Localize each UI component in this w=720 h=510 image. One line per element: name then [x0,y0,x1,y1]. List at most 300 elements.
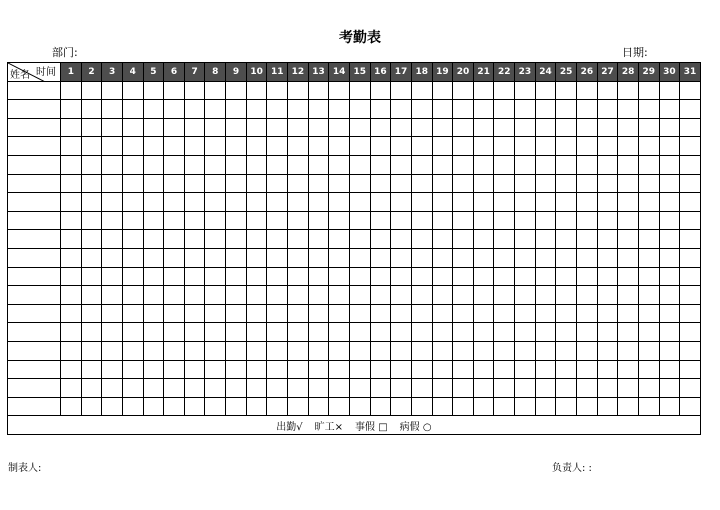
attendance-cell[interactable] [184,286,205,305]
attendance-cell[interactable] [680,267,701,286]
attendance-cell[interactable] [370,360,391,379]
attendance-cell[interactable] [184,267,205,286]
attendance-cell[interactable] [164,286,185,305]
attendance-cell[interactable] [411,193,432,212]
attendance-cell[interactable] [473,323,494,342]
attendance-cell[interactable] [432,360,453,379]
attendance-cell[interactable] [349,230,370,249]
attendance-cell[interactable] [556,174,577,193]
attendance-cell[interactable] [680,155,701,174]
attendance-cell[interactable] [143,379,164,398]
attendance-cell[interactable] [122,304,143,323]
attendance-cell[interactable] [515,323,536,342]
attendance-cell[interactable] [143,155,164,174]
attendance-cell[interactable] [432,81,453,100]
attendance-cell[interactable] [143,174,164,193]
attendance-cell[interactable] [143,304,164,323]
attendance-cell[interactable] [432,174,453,193]
attendance-cell[interactable] [515,230,536,249]
attendance-cell[interactable] [205,118,226,137]
attendance-cell[interactable] [494,379,515,398]
attendance-cell[interactable] [680,248,701,267]
attendance-cell[interactable] [577,211,598,230]
attendance-cell[interactable] [391,248,412,267]
attendance-cell[interactable] [246,118,267,137]
attendance-cell[interactable] [164,248,185,267]
attendance-cell[interactable] [494,100,515,119]
attendance-cell[interactable] [288,118,309,137]
attendance-cell[interactable] [453,397,474,416]
attendance-cell[interactable] [453,248,474,267]
attendance-cell[interactable] [288,341,309,360]
attendance-cell[interactable] [618,174,639,193]
name-cell[interactable] [8,248,61,267]
name-cell[interactable] [8,379,61,398]
attendance-cell[interactable] [370,304,391,323]
attendance-cell[interactable] [143,341,164,360]
attendance-cell[interactable] [659,193,680,212]
attendance-cell[interactable] [638,81,659,100]
attendance-cell[interactable] [164,379,185,398]
attendance-cell[interactable] [638,155,659,174]
attendance-cell[interactable] [81,267,102,286]
attendance-cell[interactable] [288,267,309,286]
attendance-cell[interactable] [205,211,226,230]
attendance-cell[interactable] [81,379,102,398]
attendance-cell[interactable] [411,155,432,174]
attendance-cell[interactable] [349,100,370,119]
attendance-cell[interactable] [597,193,618,212]
attendance-cell[interactable] [329,137,350,156]
attendance-cell[interactable] [267,81,288,100]
attendance-cell[interactable] [577,193,598,212]
attendance-cell[interactable] [680,341,701,360]
attendance-cell[interactable] [329,155,350,174]
attendance-cell[interactable] [618,304,639,323]
attendance-cell[interactable] [556,118,577,137]
attendance-cell[interactable] [184,397,205,416]
attendance-cell[interactable] [288,304,309,323]
attendance-cell[interactable] [535,323,556,342]
attendance-cell[interactable] [556,379,577,398]
attendance-cell[interactable] [473,286,494,305]
attendance-cell[interactable] [81,341,102,360]
attendance-cell[interactable] [618,248,639,267]
attendance-cell[interactable] [205,155,226,174]
attendance-cell[interactable] [680,230,701,249]
attendance-cell[interactable] [308,230,329,249]
attendance-cell[interactable] [164,304,185,323]
attendance-cell[interactable] [81,118,102,137]
attendance-cell[interactable] [494,118,515,137]
attendance-cell[interactable] [205,304,226,323]
attendance-cell[interactable] [370,193,391,212]
attendance-cell[interactable] [349,193,370,212]
attendance-cell[interactable] [226,174,247,193]
attendance-cell[interactable] [226,137,247,156]
attendance-cell[interactable] [246,211,267,230]
attendance-cell[interactable] [329,267,350,286]
attendance-cell[interactable] [391,174,412,193]
attendance-cell[interactable] [638,397,659,416]
attendance-cell[interactable] [61,230,82,249]
attendance-cell[interactable] [577,341,598,360]
attendance-cell[interactable] [143,397,164,416]
attendance-cell[interactable] [81,248,102,267]
attendance-cell[interactable] [143,248,164,267]
attendance-cell[interactable] [329,174,350,193]
name-cell[interactable] [8,81,61,100]
attendance-cell[interactable] [329,360,350,379]
attendance-cell[interactable] [638,137,659,156]
attendance-cell[interactable] [164,341,185,360]
attendance-cell[interactable] [81,360,102,379]
attendance-cell[interactable] [164,118,185,137]
attendance-cell[interactable] [102,137,123,156]
attendance-cell[interactable] [638,304,659,323]
attendance-cell[interactable] [494,397,515,416]
attendance-cell[interactable] [411,397,432,416]
attendance-cell[interactable] [349,81,370,100]
attendance-cell[interactable] [494,360,515,379]
attendance-cell[interactable] [226,193,247,212]
attendance-cell[interactable] [680,397,701,416]
attendance-cell[interactable] [329,304,350,323]
attendance-cell[interactable] [618,137,639,156]
attendance-cell[interactable] [597,323,618,342]
attendance-cell[interactable] [535,286,556,305]
attendance-cell[interactable] [535,118,556,137]
attendance-cell[interactable] [515,379,536,398]
attendance-cell[interactable] [638,360,659,379]
attendance-cell[interactable] [329,379,350,398]
attendance-cell[interactable] [680,81,701,100]
attendance-cell[interactable] [308,193,329,212]
attendance-cell[interactable] [391,267,412,286]
attendance-cell[interactable] [432,193,453,212]
attendance-cell[interactable] [267,397,288,416]
attendance-cell[interactable] [391,211,412,230]
attendance-cell[interactable] [267,100,288,119]
attendance-cell[interactable] [288,323,309,342]
attendance-cell[interactable] [618,341,639,360]
attendance-cell[interactable] [267,230,288,249]
attendance-cell[interactable] [308,211,329,230]
attendance-cell[interactable] [205,397,226,416]
attendance-cell[interactable] [246,267,267,286]
attendance-cell[interactable] [618,81,639,100]
attendance-cell[interactable] [61,155,82,174]
attendance-cell[interactable] [246,341,267,360]
attendance-cell[interactable] [226,341,247,360]
attendance-cell[interactable] [494,341,515,360]
attendance-cell[interactable] [411,286,432,305]
attendance-cell[interactable] [659,379,680,398]
attendance-cell[interactable] [597,379,618,398]
attendance-cell[interactable] [515,341,536,360]
attendance-cell[interactable] [391,118,412,137]
attendance-cell[interactable] [205,286,226,305]
name-cell[interactable] [8,211,61,230]
attendance-cell[interactable] [618,379,639,398]
attendance-cell[interactable] [288,397,309,416]
attendance-cell[interactable] [453,286,474,305]
attendance-cell[interactable] [349,286,370,305]
attendance-cell[interactable] [81,230,102,249]
attendance-cell[interactable] [556,137,577,156]
attendance-cell[interactable] [143,137,164,156]
attendance-cell[interactable] [288,155,309,174]
attendance-cell[interactable] [659,286,680,305]
attendance-cell[interactable] [184,100,205,119]
attendance-cell[interactable] [556,267,577,286]
attendance-cell[interactable] [205,360,226,379]
attendance-cell[interactable] [535,267,556,286]
attendance-cell[interactable] [432,397,453,416]
attendance-cell[interactable] [577,397,598,416]
attendance-cell[interactable] [535,155,556,174]
attendance-cell[interactable] [164,323,185,342]
attendance-cell[interactable] [432,379,453,398]
attendance-cell[interactable] [370,397,391,416]
attendance-cell[interactable] [494,323,515,342]
attendance-cell[interactable] [122,137,143,156]
attendance-cell[interactable] [535,304,556,323]
attendance-cell[interactable] [246,137,267,156]
attendance-cell[interactable] [288,100,309,119]
attendance-cell[interactable] [391,341,412,360]
attendance-cell[interactable] [143,100,164,119]
attendance-cell[interactable] [370,248,391,267]
attendance-cell[interactable] [205,100,226,119]
attendance-cell[interactable] [473,118,494,137]
attendance-cell[interactable] [349,248,370,267]
attendance-cell[interactable] [577,137,598,156]
attendance-cell[interactable] [432,341,453,360]
attendance-cell[interactable] [535,100,556,119]
attendance-cell[interactable] [453,174,474,193]
attendance-cell[interactable] [680,323,701,342]
attendance-cell[interactable] [246,100,267,119]
name-cell[interactable] [8,100,61,119]
attendance-cell[interactable] [391,155,412,174]
attendance-cell[interactable] [102,230,123,249]
attendance-cell[interactable] [288,174,309,193]
attendance-cell[interactable] [659,323,680,342]
attendance-cell[interactable] [349,211,370,230]
attendance-cell[interactable] [102,379,123,398]
attendance-cell[interactable] [597,267,618,286]
attendance-cell[interactable] [61,211,82,230]
attendance-cell[interactable] [618,155,639,174]
attendance-cell[interactable] [515,100,536,119]
attendance-cell[interactable] [370,137,391,156]
attendance-cell[interactable] [556,397,577,416]
attendance-cell[interactable] [577,304,598,323]
attendance-cell[interactable] [535,360,556,379]
attendance-cell[interactable] [515,137,536,156]
attendance-cell[interactable] [494,137,515,156]
attendance-cell[interactable] [102,323,123,342]
attendance-cell[interactable] [659,360,680,379]
attendance-cell[interactable] [308,360,329,379]
attendance-cell[interactable] [226,155,247,174]
attendance-cell[interactable] [246,174,267,193]
attendance-cell[interactable] [205,267,226,286]
attendance-cell[interactable] [411,81,432,100]
attendance-cell[interactable] [122,397,143,416]
attendance-cell[interactable] [164,193,185,212]
attendance-cell[interactable] [556,230,577,249]
attendance-cell[interactable] [143,360,164,379]
attendance-cell[interactable] [164,174,185,193]
attendance-cell[interactable] [81,174,102,193]
attendance-cell[interactable] [81,137,102,156]
attendance-cell[interactable] [246,155,267,174]
attendance-cell[interactable] [102,286,123,305]
attendance-cell[interactable] [81,81,102,100]
name-cell[interactable] [8,397,61,416]
attendance-cell[interactable] [638,174,659,193]
attendance-cell[interactable] [618,211,639,230]
attendance-cell[interactable] [618,397,639,416]
attendance-cell[interactable] [638,267,659,286]
attendance-cell[interactable] [515,81,536,100]
attendance-cell[interactable] [288,248,309,267]
attendance-cell[interactable] [432,100,453,119]
attendance-cell[interactable] [515,118,536,137]
attendance-cell[interactable] [453,81,474,100]
attendance-cell[interactable] [515,211,536,230]
attendance-cell[interactable] [226,397,247,416]
attendance-cell[interactable] [680,379,701,398]
attendance-cell[interactable] [680,100,701,119]
attendance-cell[interactable] [81,100,102,119]
attendance-cell[interactable] [102,211,123,230]
attendance-cell[interactable] [246,323,267,342]
attendance-cell[interactable] [81,286,102,305]
attendance-cell[interactable] [122,323,143,342]
attendance-cell[interactable] [267,174,288,193]
attendance-cell[interactable] [432,155,453,174]
attendance-cell[interactable] [597,137,618,156]
attendance-cell[interactable] [143,230,164,249]
attendance-cell[interactable] [184,379,205,398]
attendance-cell[interactable] [391,137,412,156]
attendance-cell[interactable] [577,286,598,305]
attendance-cell[interactable] [81,155,102,174]
attendance-cell[interactable] [143,323,164,342]
attendance-cell[interactable] [349,341,370,360]
attendance-cell[interactable] [184,323,205,342]
attendance-cell[interactable] [411,341,432,360]
attendance-cell[interactable] [349,174,370,193]
attendance-cell[interactable] [473,341,494,360]
attendance-cell[interactable] [391,230,412,249]
attendance-cell[interactable] [411,211,432,230]
attendance-cell[interactable] [597,304,618,323]
attendance-cell[interactable] [329,286,350,305]
name-cell[interactable] [8,341,61,360]
attendance-cell[interactable] [308,174,329,193]
attendance-cell[interactable] [473,155,494,174]
attendance-cell[interactable] [638,118,659,137]
attendance-cell[interactable] [638,286,659,305]
attendance-cell[interactable] [61,341,82,360]
attendance-cell[interactable] [453,304,474,323]
attendance-cell[interactable] [411,360,432,379]
attendance-cell[interactable] [102,174,123,193]
attendance-cell[interactable] [494,248,515,267]
attendance-cell[interactable] [515,360,536,379]
attendance-cell[interactable] [494,211,515,230]
attendance-cell[interactable] [349,323,370,342]
attendance-cell[interactable] [432,323,453,342]
attendance-cell[interactable] [597,211,618,230]
attendance-cell[interactable] [391,397,412,416]
attendance-cell[interactable] [370,118,391,137]
attendance-cell[interactable] [473,100,494,119]
attendance-cell[interactable] [618,360,639,379]
attendance-cell[interactable] [61,286,82,305]
attendance-cell[interactable] [515,248,536,267]
attendance-cell[interactable] [432,137,453,156]
attendance-cell[interactable] [659,397,680,416]
attendance-cell[interactable] [61,248,82,267]
attendance-cell[interactable] [453,360,474,379]
attendance-cell[interactable] [659,174,680,193]
attendance-cell[interactable] [61,174,82,193]
attendance-cell[interactable] [494,304,515,323]
attendance-cell[interactable] [473,397,494,416]
attendance-cell[interactable] [308,81,329,100]
attendance-cell[interactable] [143,118,164,137]
attendance-cell[interactable] [81,211,102,230]
attendance-cell[interactable] [184,211,205,230]
attendance-cell[interactable] [535,379,556,398]
attendance-cell[interactable] [184,360,205,379]
attendance-cell[interactable] [370,211,391,230]
name-cell[interactable] [8,286,61,305]
attendance-cell[interactable] [267,155,288,174]
attendance-cell[interactable] [432,118,453,137]
attendance-cell[interactable] [370,341,391,360]
attendance-cell[interactable] [61,100,82,119]
attendance-cell[interactable] [638,379,659,398]
attendance-cell[interactable] [349,155,370,174]
attendance-cell[interactable] [659,118,680,137]
attendance-cell[interactable] [61,81,82,100]
attendance-cell[interactable] [122,174,143,193]
name-cell[interactable] [8,230,61,249]
attendance-cell[interactable] [659,248,680,267]
attendance-cell[interactable] [556,304,577,323]
attendance-cell[interactable] [597,341,618,360]
attendance-cell[interactable] [556,360,577,379]
attendance-cell[interactable] [453,379,474,398]
attendance-cell[interactable] [577,267,598,286]
attendance-cell[interactable] [329,230,350,249]
attendance-cell[interactable] [659,230,680,249]
attendance-cell[interactable] [246,379,267,398]
attendance-cell[interactable] [267,248,288,267]
attendance-cell[interactable] [659,211,680,230]
attendance-cell[interactable] [391,360,412,379]
attendance-cell[interactable] [618,286,639,305]
attendance-cell[interactable] [102,193,123,212]
attendance-cell[interactable] [329,397,350,416]
attendance-cell[interactable] [577,360,598,379]
